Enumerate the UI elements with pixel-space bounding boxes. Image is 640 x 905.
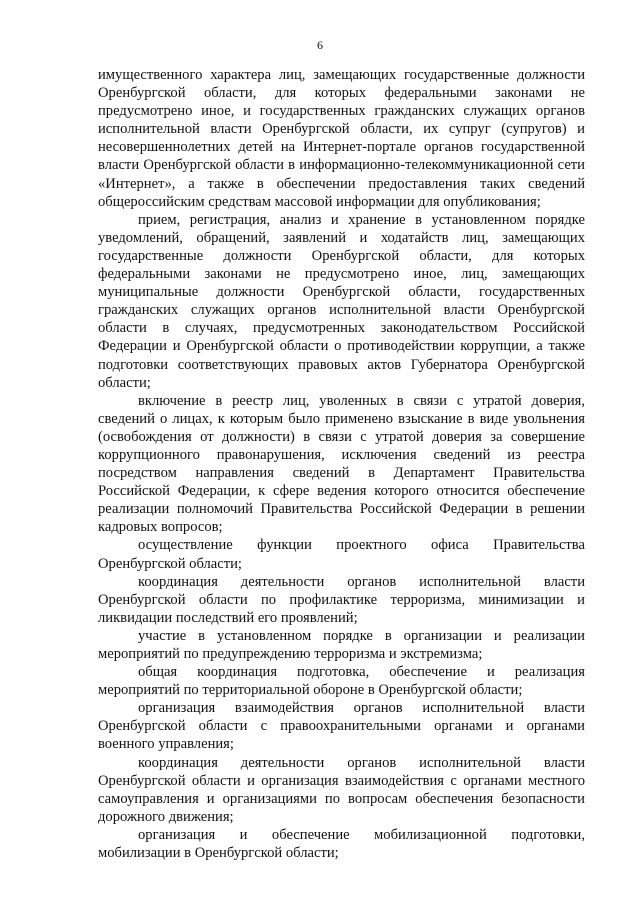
document-body	[98, 66, 585, 862]
paragraph-law-enforcement-interaction: организация взаимодействия органов исполнительной власти Оренбургской области с правоохранительными органами и органами военного управления;	[98, 700, 585, 753]
paragraph-terrorism-prevention-coordination: координация деятельности органов исполнительной власти Оренбургской области по профилактике терроризма, минимизации и ликвидации последствий его проявлений;	[98, 573, 585, 626]
paragraph-territorial-defense: общая координация подготовка, обеспечение и реализация мероприятий по территориальной обороне в Оренбургской области;	[98, 664, 585, 699]
paragraph-project-office: осуществление функции проектного офиса Правительства Оренбургской области;	[98, 537, 585, 572]
paragraph-reception-registration: прием, регистрация, анализ и хранение в установленном порядке уведомлений, обращений, заявлений и ходатайств лиц, замещающих государственные должности Оренбургской области, для которых федеральными законами не предусмотрено иное, лиц, замещающих муниципальные должности Оренбургской области, государственных гражданских служащих органов исполнительной власти Оренбургской области в случаях, предусмотренных законодательством Российской Федерации и Оренбургской области о противодействии коррупции, а также подготовки соответствующих правовых актов Губернатора Оренбургской области;	[98, 211, 585, 391]
paragraph-road-safety: координация деятельности органов исполнительной власти Оренбургской области и организация взаимодействия с органами местного самоуправления и организациями по вопросам обеспечения безопасности дорожного движения;	[98, 754, 585, 825]
page-number: 6	[317, 38, 323, 52]
paragraph-extremism-prevention: участие в установленном порядке в организации и реализации мероприятий по предупреждению терроризма и экстремизма;	[98, 627, 585, 662]
paragraph-registry-inclusion: включение в реестр лиц, уволенных в связи с утратой доверия, сведений о лицах, к которым было применено взыскание в виде увольнения (освобождения от должности) в связи с утратой доверия за совершение коррупционного правонарушения, исключения сведений из реестра посредством направления сведений в Департамент Правительства Российской Федерации, к сфере ведения которого относится обеспечение реализации полномочий Правительства Российской Федерации в решении кадровых вопросов;	[98, 392, 585, 536]
paragraph-mobilization: организация и обеспечение мобилизационной подготовки, мобилизации в Оренбургской области;	[98, 826, 585, 862]
paragraph-continuation: имущественного характера лиц, замещающих государственные должности Оренбургской области, для которых федеральными законами не предусмотрено иное, и государственных гражданских служащих органов исполнительной власти Оренбургской области, их супруг (супругов) и несовершеннолетних детей на Интернет-портале органов государственной власти Оренбургской области в информационно-телекоммуникационной сети «Интернет», а также в обеспечении предоставления таких сведений общероссийским средствам массовой информации для опубликования;	[98, 67, 585, 210]
